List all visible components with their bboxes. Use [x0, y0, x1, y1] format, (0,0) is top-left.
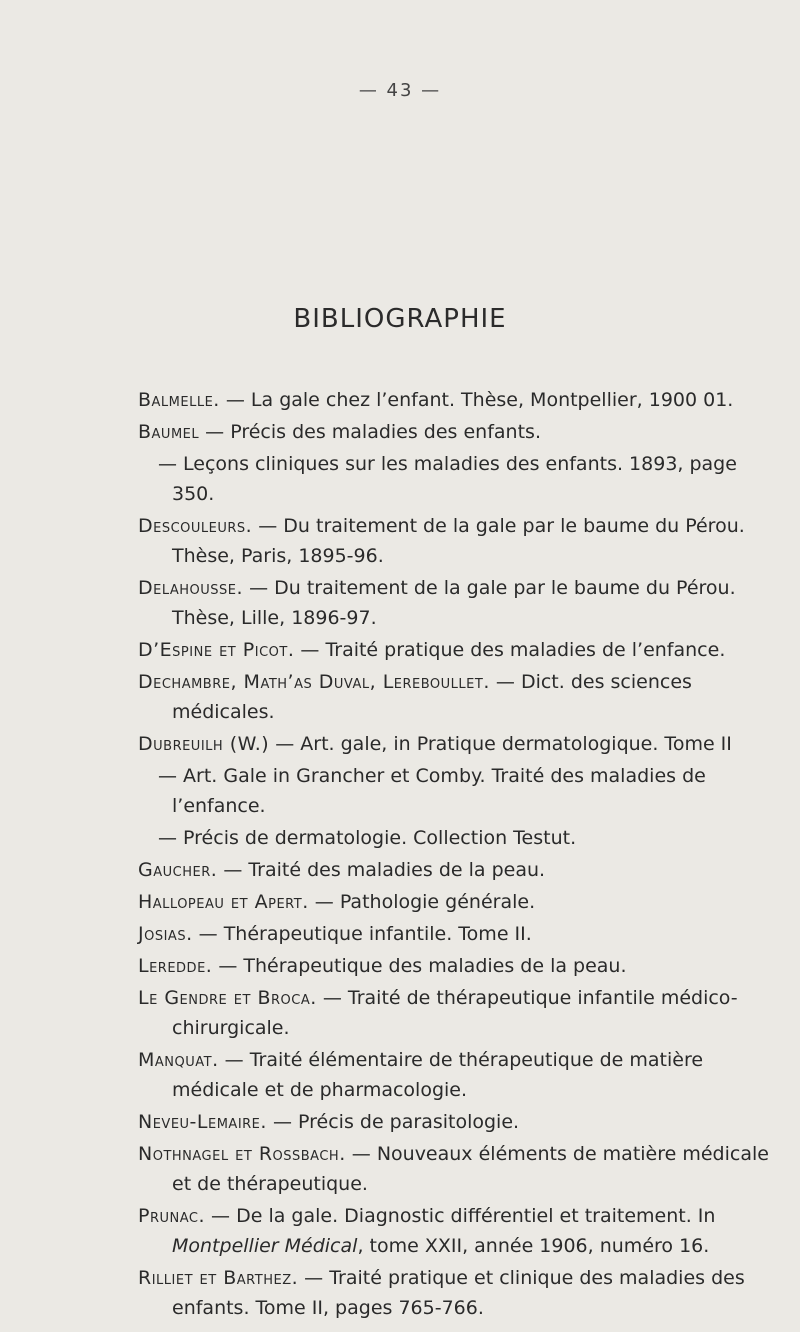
entry-author: Prunac. — [138, 1205, 206, 1227]
entry-text: — Traité élémentaire de thérapeutique de matière médicale et de pharmacologie. — [172, 1049, 704, 1101]
bibliography-entry — [138, 919, 778, 949]
bibliography-entry — [138, 1107, 778, 1137]
entry-author: Gaucher. — [138, 859, 218, 881]
entry-text: — Précis de dermatologie. Collection Testut. — [158, 827, 577, 849]
entry-text: — Art. Gale in Grancher et Comby. Traité des maladies de l’enfance. — [158, 765, 706, 817]
bibliography-entry — [138, 385, 778, 415]
entry-author: Nothnagel et Rossbach. — [138, 1143, 346, 1165]
bibliography-list — [138, 385, 778, 1325]
entry-author: Josias. — [138, 923, 193, 945]
bibliography-entry — [138, 855, 778, 885]
entry-text: — Nouveaux éléments de matière médicale et de thérapeutique. — [172, 1143, 769, 1195]
entry-text: — De la gale. Diagnostic différentiel et traitement. In — [205, 1205, 716, 1227]
entry-author: Leredde. — [138, 955, 213, 977]
entry-text: — Thérapeutique infantile. Tome II. — [192, 923, 532, 945]
entry-text: — Traité des maladies de la peau. — [217, 859, 546, 881]
entry-text: — Du traitement de la gale par le baume du Pérou. Thèse, Paris, 1895-96. — [172, 515, 745, 567]
bibliography-entry — [138, 887, 778, 917]
bibliography-entry — [138, 635, 778, 665]
entry-text: — Art. gale, in Pratique dermatologique. Tome II — [269, 733, 732, 755]
entry-text: — Précis de parasitologie. — [266, 1111, 520, 1133]
entry-author: Rilliet et Barthez. — [138, 1267, 299, 1289]
page-title: BIBLIOGRAPHIE — [293, 304, 507, 334]
entry-text: — Traité pratique des maladies de l’enfance. — [294, 639, 726, 661]
entry-text: — Leçons cliniques sur les maladies des enfants. 1893, page 350. — [158, 453, 737, 505]
entry-author: Neveu-Lemaire. — [138, 1111, 267, 1133]
entry-author: Manquat. — [138, 1049, 219, 1071]
entry-text: — Du traitement de la gale par le baume du Pérou. Thèse, Lille, 1896-97. — [172, 577, 736, 629]
entry-journal: Montpellier Médical — [172, 1235, 358, 1257]
entry-author: Dechambre, Math’as Duval, Lereboullet. — [138, 671, 490, 693]
bibliography-entry — [138, 1045, 778, 1105]
bibliography-entry — [138, 573, 778, 633]
bibliography-entry — [138, 449, 778, 509]
entry-text: — La gale chez l’enfant. Thèse, Montpellier, 1900 01. — [219, 389, 734, 411]
entry-text: — Pathologie générale. — [308, 891, 536, 913]
bibliography-entry — [138, 667, 778, 727]
entry-author: Descouleurs. — [138, 515, 253, 537]
entry-text-continued: , tome XXII, année 1906, numéro 16. — [357, 1235, 710, 1257]
bibliography-entry — [138, 729, 778, 759]
entry-text: — Thérapeutique des maladies de la peau. — [212, 955, 627, 977]
bibliography-entry — [138, 1139, 778, 1199]
entry-text: — Traité pratique et clinique des maladies des enfants. Tome II, pages 765-766. — [172, 1267, 745, 1319]
entry-author: Delahousse. — [138, 577, 244, 599]
entry-text: — Précis des maladies des enfants. — [199, 421, 541, 443]
page-number: — 43 — — [358, 80, 442, 101]
entry-author: Baumel — [138, 421, 200, 443]
bibliography-entry — [138, 417, 778, 447]
bibliography-entry — [138, 983, 778, 1043]
entry-author: Dubreuilh (W.) — [138, 733, 270, 755]
bibliography-entry — [138, 511, 778, 571]
entry-author: Balmelle. — [138, 389, 220, 411]
entry-author: D’Espine et Picot. — [138, 639, 295, 661]
entry-author: Le Gendre et Broca. — [138, 987, 317, 1009]
bibliography-entry — [138, 951, 778, 981]
bibliography-entry — [138, 1263, 778, 1323]
entry-text: — Traité de thérapeutique infantile médico-chirurgicale. — [172, 987, 738, 1039]
bibliography-entry — [138, 1201, 778, 1261]
entry-text: — Dict. des sciences médicales. — [172, 671, 692, 723]
bibliography-entry — [138, 761, 778, 821]
entry-author: Hallopeau et Apert. — [138, 891, 309, 913]
bibliography-entry — [138, 823, 778, 853]
